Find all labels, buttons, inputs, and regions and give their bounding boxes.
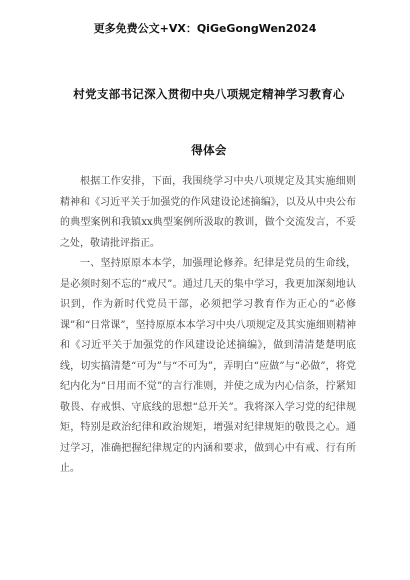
paragraph-section-one: 一、坚持原原本本学，加强理论修养。纪律是党员的生命线，是必须时刻不忘的“戒尺”。通过几天的集中学习，我更加深刻地认识到，作为新时代党员干部，必须把学习教育作为正心的“必修课”和“日常课”，坚持原原本本学习中央八项规定及其实施细则精神和《习近平关于加强党的作风建设论述摘编》，做到清清楚楚明底线，切实搞清楚“可为”与“不可为”，弄明白“应做”与“必做”，将党纪内化为“日用而不觉”的言行准则，并使之成为内心信条，拧紧知敬畏、存戒惧、守底线的思想“总开关”。我将深入学习党的纪律规矩，特别是政治纪律和政治规矩，增强对纪律规矩的敬畏之心。通过学习，准确把握纪律规定的内涵和要求，做到心中有戒、行有所止。 [60, 258, 356, 474]
paragraph-intro: 根据工作安排，下面，我围绕学习中央八项规定及其实施细则精神和《习近平关于加强党的作风建设论述摘编》，以及从中央公布的典型案例和我镇xx典型案例所汲取的教训，做个交流发言，不妥之处，敬请批评指正。 [60, 176, 356, 249]
document-body [60, 172, 356, 480]
document-title: 村党支部书记深入贯彻中央八项规定精神学习教育心得体会 [73, 87, 345, 157]
watermark-text: 更多免费公文+VX：QiGeGongWen2024 [93, 22, 317, 35]
